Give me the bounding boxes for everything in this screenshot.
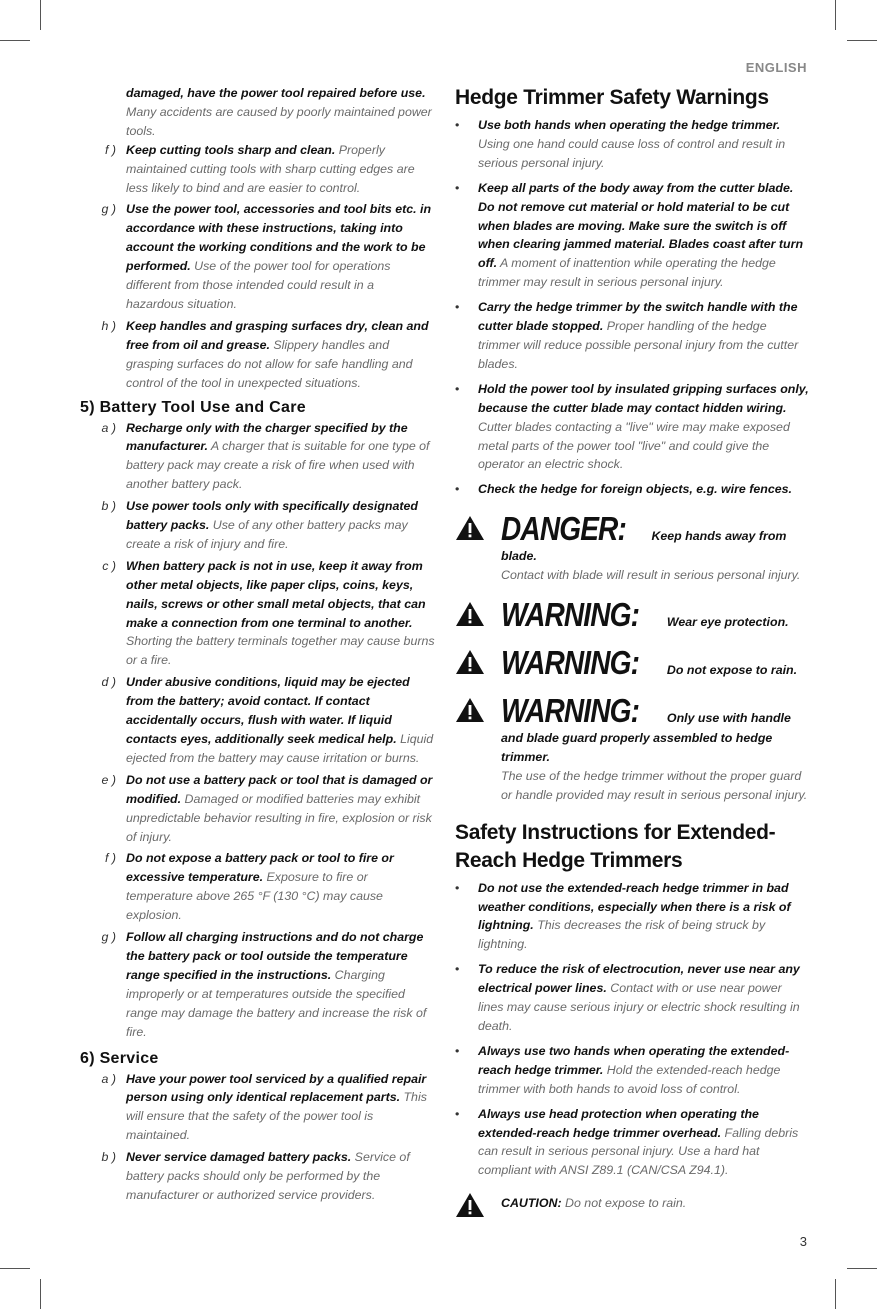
bullet-item [455,1105,810,1181]
list-item [80,849,435,925]
crop-mark [835,0,836,30]
bullet-dot: • [455,880,460,895]
crop-mark [847,40,877,41]
bullet-dot: • [455,1106,460,1121]
right-column [455,84,810,1229]
list-item [80,317,435,393]
bullet-text: To reduce the risk of electrocution, never use near any electrical power lines. Contact with or use near power lines may cause serious injury or electric shock resulting in death. [478,962,800,1033]
item-text: Keep cutting tools sharp and clean. Properly maintained cutting tools with sharp cutting edges are less likely to bind and are easier to control. [126,142,415,195]
warning-triangle-icon [455,697,489,728]
bullet-text: Keep all parts of the body away from the cutter blade. Do not remove cut material or hold material to be cut when blades are moving. Make sure the switch is off when clearing jammed material. Blades coast after turn off. A moment of inattention while operating the hedge trimmer may result in serious personal injury. [478,180,804,290]
item-text: Use the power tool, accessories and tool bits etc. in accordance with these instructions, taking into account the working conditions and the work to be performed. Use of the power tool for operations different from those intended could result in a hazardous situation. [126,202,432,311]
warning-triangle-icon [455,601,489,632]
warning-detail: Contact with blade will result in serious personal injury. [501,568,801,583]
warning-triangle-icon [455,515,489,546]
item-letter: c ) [102,558,116,573]
page-number: 3 [799,1234,807,1249]
list-item [80,928,435,1041]
list-item [80,200,435,313]
item-text: Follow all charging instructions and do not charge the battery pack or tool outside the temperature range specified in the instructions. Charging improperly or at temperatures outside the specified range may damage the battery and increase the risk of fire. [126,930,427,1039]
bullet-dot: • [455,381,460,396]
warning-notice [455,693,810,805]
item-text: Have your power tool serviced by a qualified repair person using only identical replacement parts. This will ensure that the safety of the power tool is maintained. [126,1071,427,1143]
item-text: Keep handles and grasping surfaces dry, clean and free from oil and grease. Slippery handles and grasping surfaces do not allow for safe handling and control of the tool in unexpected situations. [126,318,429,390]
signal-word: DANGER: [501,510,626,548]
item-text: Recharge only with the charger specified by the manufacturer. A charger that is suitable for one type of battery pack may create a risk of fire when used with another battery pack. [126,420,430,492]
extended-reach-title: Safety Instructions for Extended-Reach Hedge Trimmers [455,820,776,872]
item-letter: a ) [101,420,116,435]
bullet-dot: • [455,300,460,315]
bullet-item [455,1042,810,1099]
crop-mark [40,0,41,30]
bullet-dot: • [455,962,460,977]
item-text: Do not use a battery pack or tool that is damaged or modified. Damaged or modified batteries may exhibit unpredictable behavior resulting in fire, explosion or risk of injury. [126,772,433,844]
list-item [80,1070,435,1146]
list-item [80,497,435,554]
item-letter: f ) [104,142,116,157]
warning-triangle-icon [455,649,489,680]
crop-mark [0,1268,30,1269]
section-heading-service: 6) Service [80,1049,159,1067]
signal-word: WARNING: [501,596,640,634]
list-item [80,557,435,670]
hedge-trimmer-warnings-title: Hedge Trimmer Safety Warnings [455,86,769,109]
crop-mark [40,1279,41,1309]
bullet-item [455,298,810,374]
item-letter: g ) [101,930,116,945]
bullet-text: Check the hedge for foreign objects, e.g. wire fences. [478,482,792,497]
bullet-text: Hold the power tool by insulated gripping surfaces only, because the cutter blade may contact hidden wiring. Cutter blades contacting a "live" wire may make exposed metal parts of the power tool "live" and could give the operator an electric shock. [478,381,809,472]
item-text: Never service damaged battery packs. Service of battery packs should only be performed by the manufacturer or authorized service providers. [126,1150,410,1202]
item-text: Do not expose a battery pack or tool to fire or excessive temperature. Exposure to fire or temperature above 265 °F (130 °C) may cause explosion. [126,851,394,923]
item-letter: h ) [101,318,116,333]
language-label: ENGLISH [745,60,807,75]
caution-notice: CAUTION: Do not expose to rain. [455,1188,810,1223]
bullet-text: Carry the hedge trimmer by the switch handle with the cutter blade stopped. Proper handling of the hedge trimmer will reduce possible personal injury from the cutter blades. [478,300,799,371]
list-item [80,673,435,768]
bullet-item [455,879,810,955]
warning-notice [455,645,810,681]
bullet-text: Do not use the extended-reach hedge trimmer in bad weather conditions, especially when there is a risk of lightning. This decreases the risk of being struck by lightning. [478,880,791,952]
section-heading-battery: 5) Battery Tool Use and Care [80,398,306,416]
list-item [80,771,435,847]
item-text: When battery pack is not in use, keep it away from other metal objects, like paper clips, coins, keys, nails, screws or other small metal objects, that can make a connection from one terminal to another. Shorting the battery terminals together may cause burns or a fire. [126,558,435,668]
bullet-dot: • [455,1043,460,1058]
item-letter: b ) [101,1150,116,1165]
warning-headline: Only use with handle and blade guard properly assembled to hedge trimmer. [501,711,791,764]
crop-mark [0,40,30,41]
bullet-text: Always use head protection when operating the extended-reach hedge trimmer overhead. Falling debris can result in serious personal injury. Use a hard hat compliant with ANSI Z89.1 (CAN/CSA Z94.1). [478,1106,799,1178]
item-letter: b ) [101,499,116,514]
warning-headline: Keep hands away from blade. [501,529,787,564]
warning-headline: Do not expose to rain. [663,663,798,678]
bullet-dot: • [455,482,460,497]
item-letter: g ) [101,202,116,217]
item-letter: d ) [101,675,116,690]
item-letter: f ) [104,851,116,866]
item-letter: e ) [101,772,116,787]
bullet-text: Always use two hands when operating the extended-reach hedge trimmer. Hold the extended-reach hedge trimmer with both hands to avoid loss of control. [478,1043,790,1096]
list-item [80,1148,435,1205]
left-column [80,84,435,1208]
list-item [80,141,435,198]
crop-mark [835,1279,836,1309]
crop-mark [847,1268,877,1269]
warning-notice [455,511,810,585]
list-item [80,419,435,495]
bullet-item [455,179,810,292]
warning-notice [455,597,810,633]
signal-word: WARNING: [501,692,640,730]
bullet-item [455,116,810,173]
warning-detail: The use of the hedge trimmer without the proper guard or handle provided may result in serious personal injury. [501,768,808,802]
bullet-dot: • [455,118,460,132]
signal-word: WARNING: [501,644,640,682]
item-text: Use power tools only with specifically designated battery packs. Use of any other battery packs may create a risk of injury and fire. [126,499,418,551]
item-text: Under abusive conditions, liquid may be ejected from the battery; avoid contact. If contact accidentally occurs, flush with water. If liquid contacts eyes, additionally seek medical help. Liquid ejected from the battery may cause irritation or burns. [126,675,434,765]
bullet-item [455,380,810,475]
bullet-item [455,480,810,499]
continued-item: damaged, have the power tool repaired before use. Many accidents are caused by poorly maintained power tools. [126,86,432,138]
warning-headline: Wear eye protection. [663,615,789,630]
item-letter: a ) [101,1071,116,1086]
bullet-item [455,960,810,1036]
warning-triangle-icon [455,1192,489,1223]
bullet-dot: • [455,180,460,195]
bullet-text: Use both hands when operating the hedge trimmer. Using one hand could cause loss of control and result in serious personal injury. [478,118,786,170]
